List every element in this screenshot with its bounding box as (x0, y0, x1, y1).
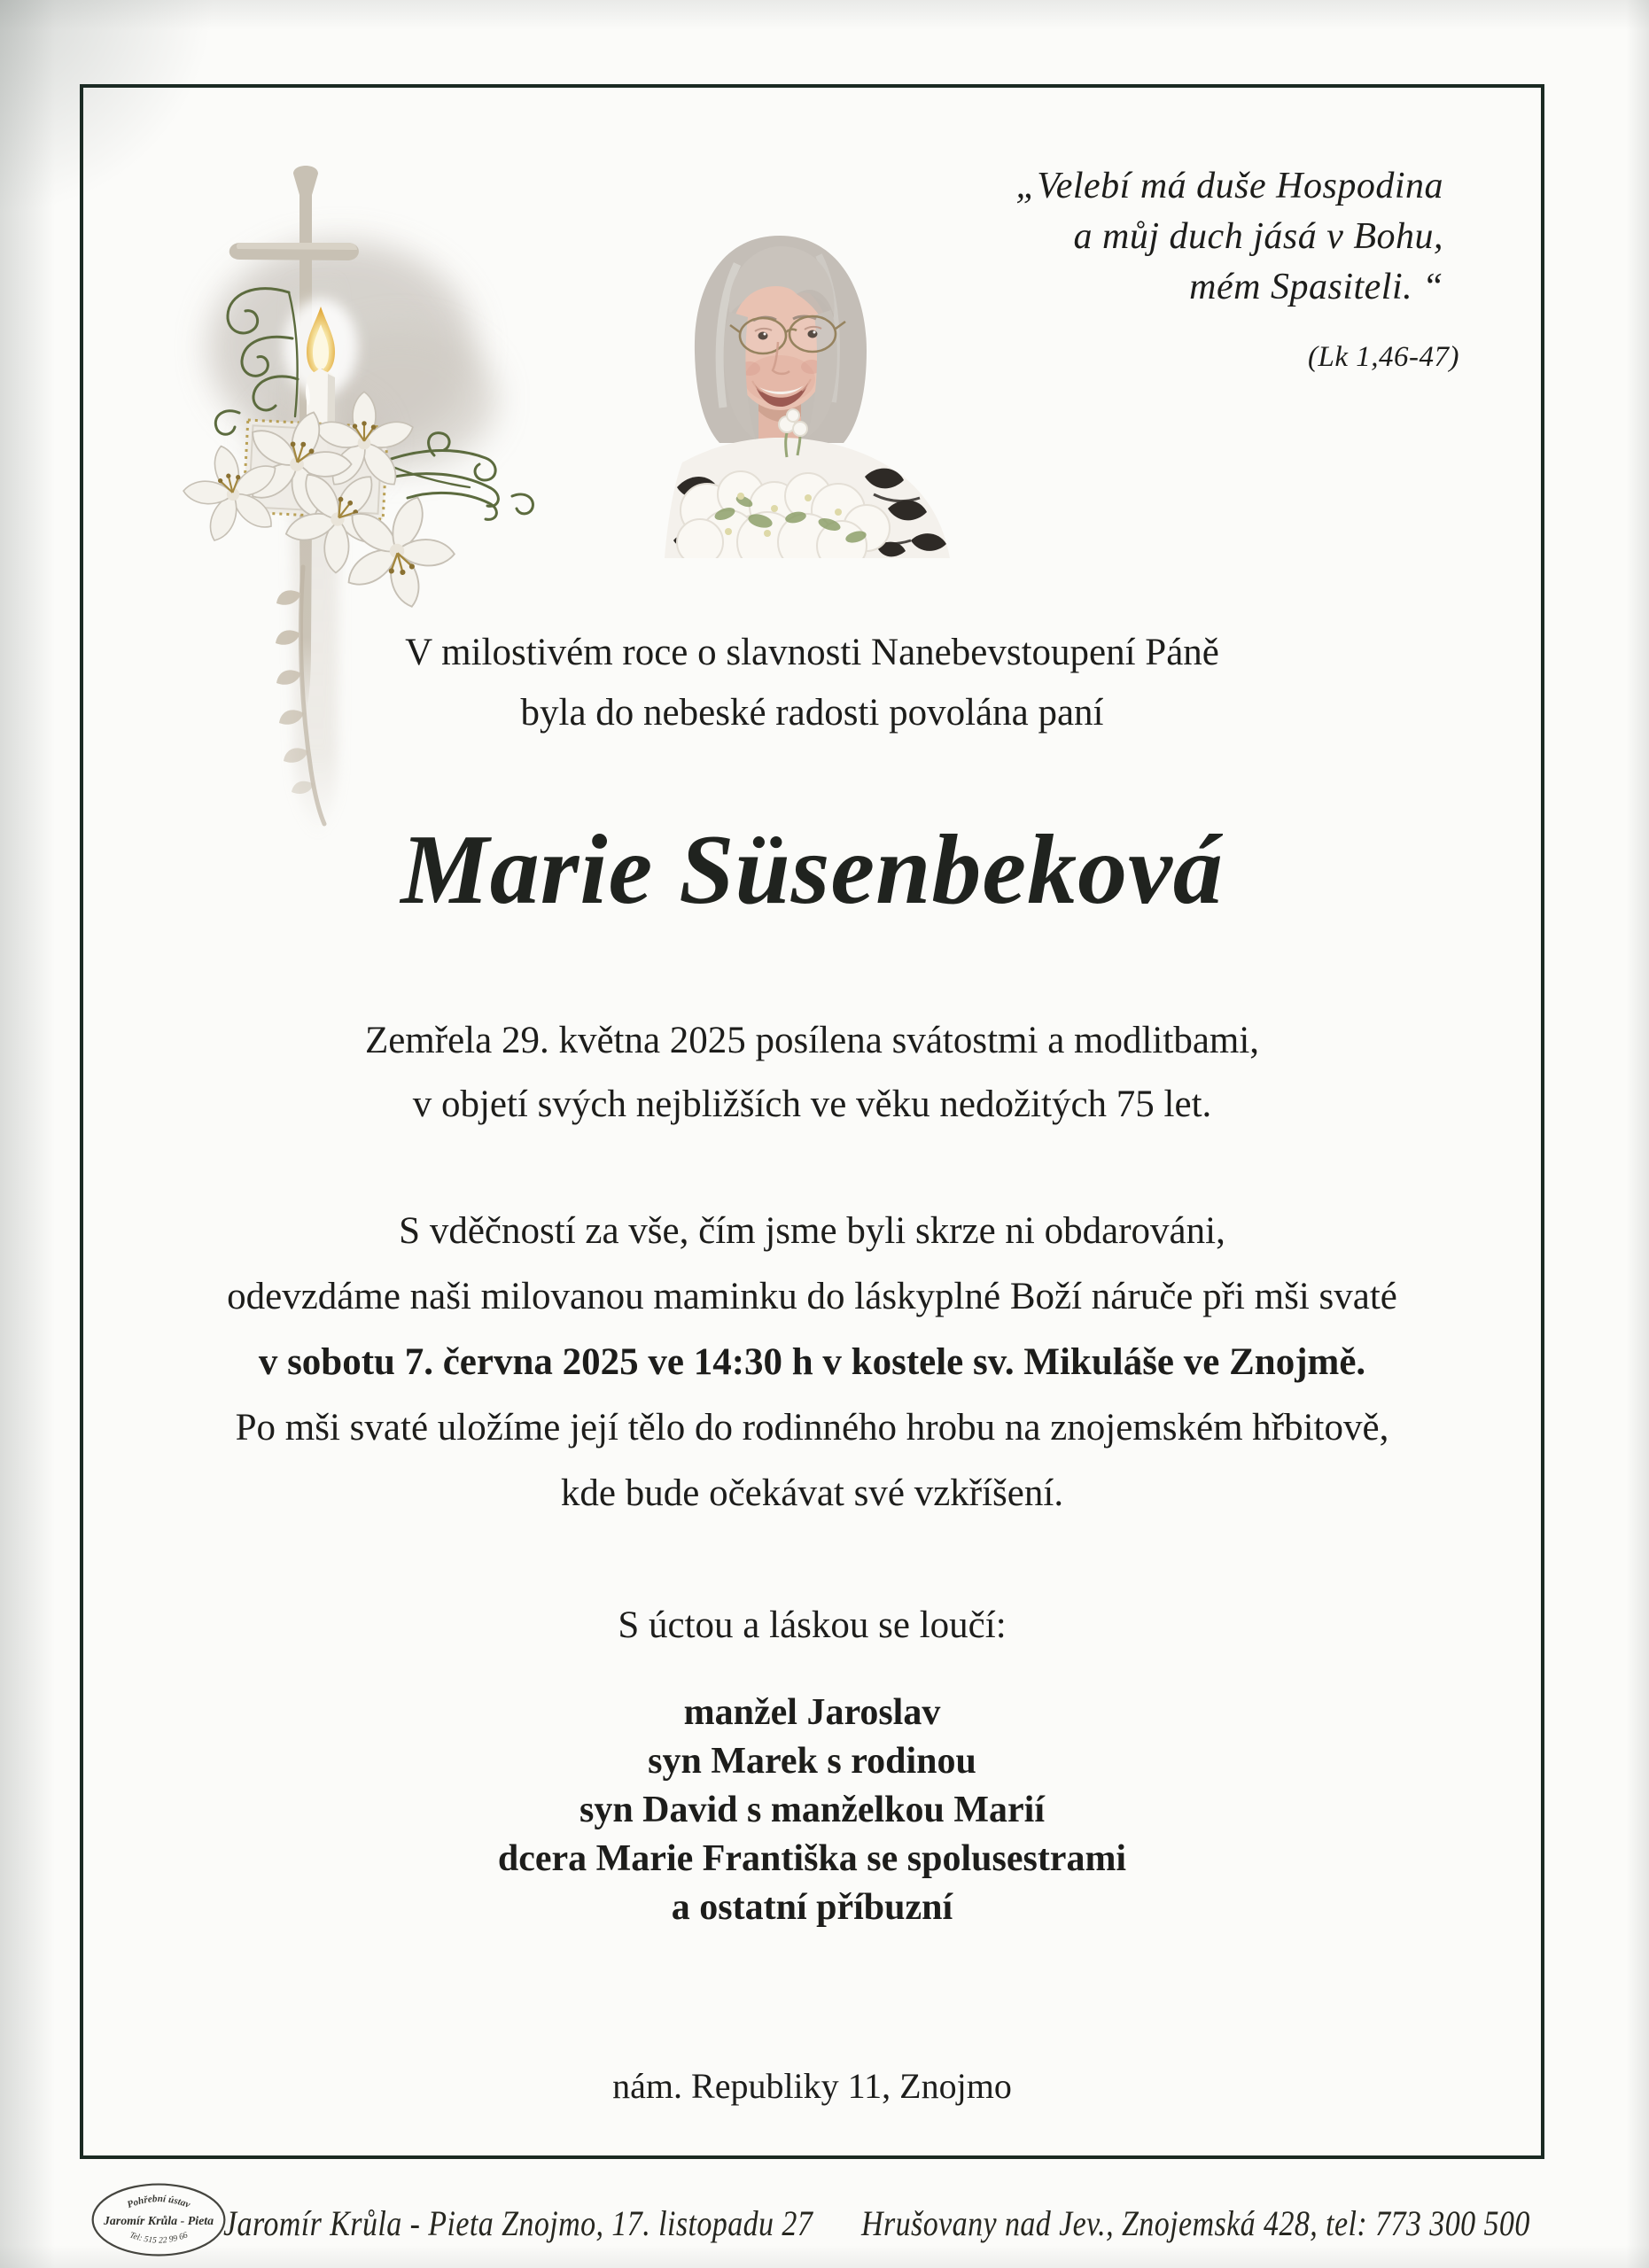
cross-candle-flowers-artwork (115, 151, 611, 930)
quote-line: mém Spasiteli. “ (1189, 267, 1443, 307)
funeral-line-1: S vděčností za vše, čím jsme byli skrze ni obdarováni, (399, 1210, 1225, 1252)
death-info (80, 1009, 1544, 1137)
family-member: syn Marek s rodinou (648, 1741, 976, 1782)
funeral-line-5: kde bude očekávat své vzkříšení. (560, 1472, 1064, 1514)
quote-line: „Velebí má duše Hospodina (1015, 166, 1443, 206)
quote-line: a můj duch jásá v Bohu, (1073, 216, 1443, 257)
family-member: a ostatní příbuzní (671, 1887, 953, 1928)
family-member: syn David s manželkou Marií (579, 1790, 1046, 1830)
death-line-1: Zemřela 29. května 2025 posílena svátostmi a modlitbami, (364, 1020, 1260, 1061)
logo-text-middle: Jaromír Krůla - Pieta (103, 2215, 214, 2229)
address-line: nám. Republiky 11, Znojmo (612, 2066, 1012, 2106)
footer-company-line: Jaromír Krůla - Pieta Znojmo, 17. listopadu 27 (223, 2203, 813, 2243)
family-member: manžel Jaroslav (683, 1692, 941, 1733)
death-line-2: v objetí svých nejbližších ve věku nedožitých 75 let. (412, 1084, 1212, 1125)
intro-text (80, 623, 1544, 743)
logo-text-top: Pohřební ústav (125, 2194, 192, 2211)
footer-address-line: Hrušovany nad Jev., Znojemská 428, tel: 773 300 500 (861, 2203, 1530, 2243)
family-member: dcera Marie Františka se spolusestrami (497, 1838, 1127, 1879)
funeral-line-4: Po mši svaté uložíme její tělo do rodinného hrobu na znojemském hřbitově, (235, 1407, 1389, 1449)
funeral-date-time: v sobotu 7. června 2025 ve 14:30 h v kostele sv. Mikuláše ve Znojmě. (258, 1341, 1366, 1383)
funeral-line-2: odevzdáme naši milovanou maminku do láskyplné Boží náruče při mši svaté (227, 1276, 1397, 1317)
intro-line-1: V milostivém roce o slavnosti Nanebevstoupení Páně (405, 632, 1219, 673)
funeral-info (80, 1199, 1544, 1526)
funeral-home-logo (89, 2179, 229, 2261)
quote-reference: (Lk 1,46-47) (1308, 341, 1459, 373)
deceased-name: Marie Süsenbeková (401, 815, 1224, 925)
family-list (80, 1689, 1544, 1932)
farewell-heading: S úctou a láskou se loučí: (618, 1604, 1007, 1646)
logo-text-bottom: Tel: 515 22 99 66 (128, 2230, 190, 2246)
intro-line-2: byla do nebeské radosti povolána paní (520, 692, 1104, 734)
memorial-quote (1015, 161, 1461, 383)
portrait-photo (656, 229, 968, 558)
